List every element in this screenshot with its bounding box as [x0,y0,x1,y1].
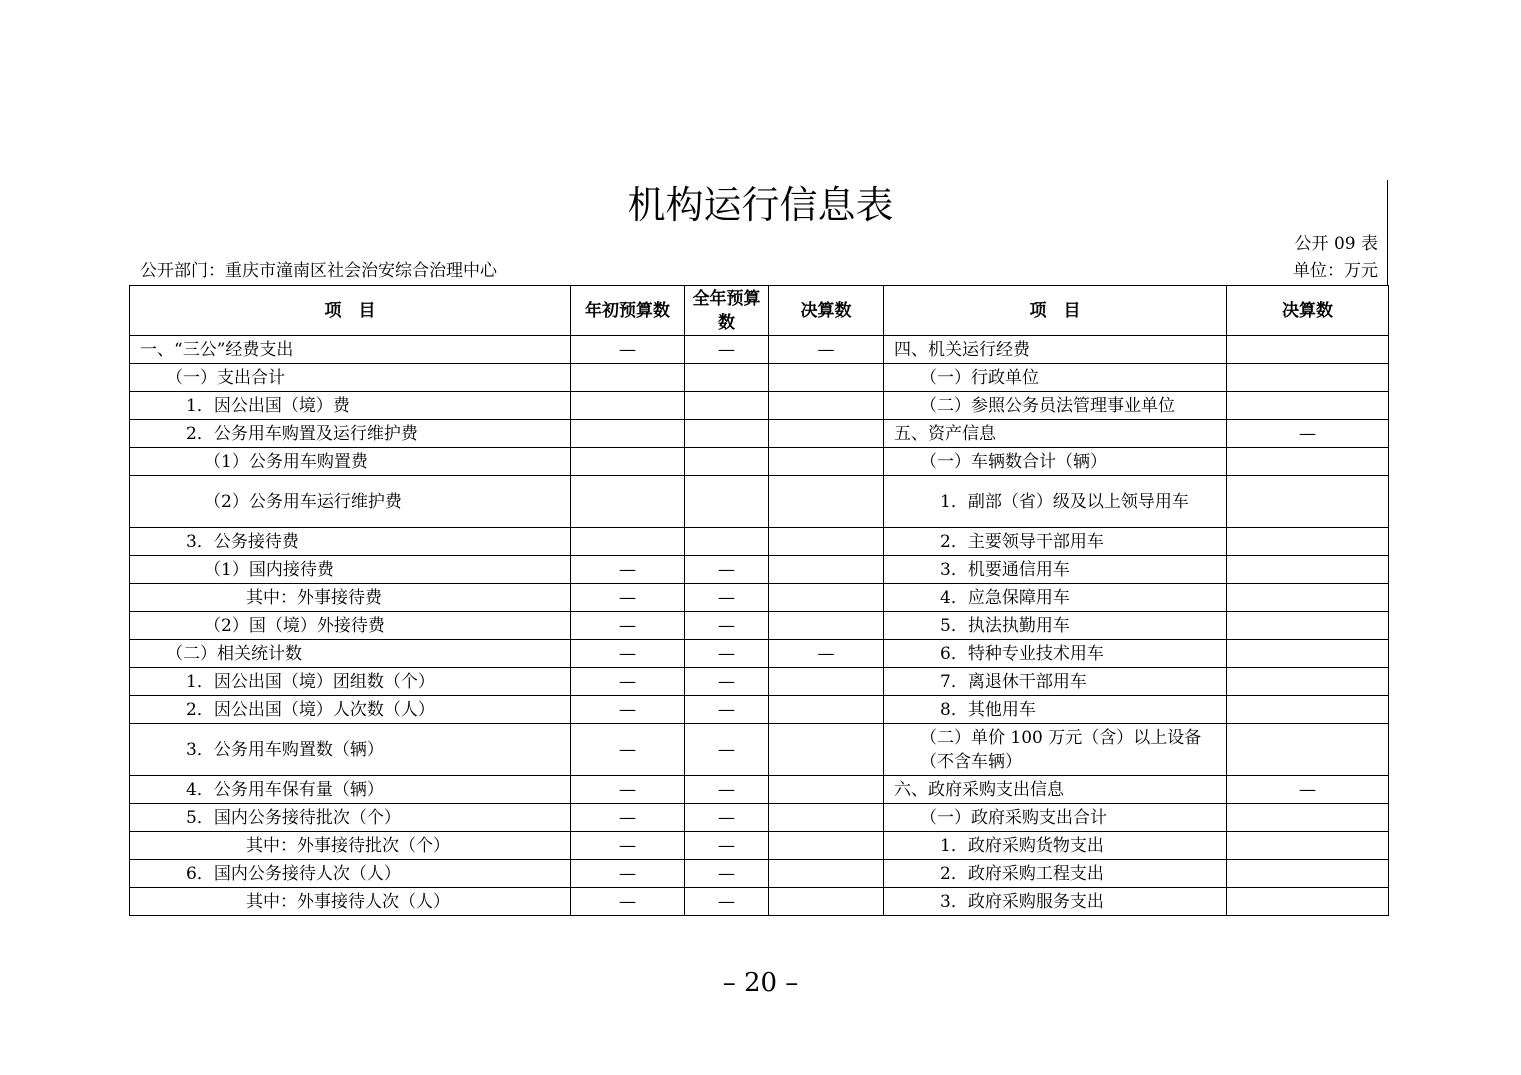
row-final-left [769,392,884,420]
row-final-left [769,420,884,448]
table-row [130,724,1389,776]
row-initial-budget [571,420,685,448]
row-initial-budget: — [571,556,685,584]
row-item-left: 1．因公出国（境）团组数（个） [130,668,571,696]
row-item-right: 8．其他用车 [884,696,1227,724]
row-item-right: 四、机关运行经费 [884,336,1227,364]
row-final-left [769,860,884,888]
row-final-right [1227,336,1389,364]
row-final-left: — [769,336,884,364]
row-item-right: 4．应急保障用车 [884,584,1227,612]
row-item-right: 1．政府采购货物支出 [884,832,1227,860]
row-item-left: （二）相关统计数 [130,640,571,668]
row-final-left [769,364,884,392]
row-initial-budget [571,448,685,476]
table-row [130,668,1389,696]
header-annual-budget: 全年预算数 [685,286,769,336]
row-item-right: 5．执法执勤用车 [884,612,1227,640]
row-item-right: （二）参照公务员法管理事业单位 [884,392,1227,420]
row-final-right [1227,612,1389,640]
row-initial-budget: — [571,776,685,804]
row-final-left [769,888,884,916]
row-initial-budget: — [571,668,685,696]
row-annual-budget: — [685,804,769,832]
row-annual-budget: — [685,832,769,860]
header-final-right: 决算数 [1227,286,1389,336]
header-final-left: 决算数 [769,286,884,336]
row-annual-budget: — [685,336,769,364]
row-final-right [1227,556,1389,584]
row-annual-budget: — [685,860,769,888]
row-item-left: 其中：外事接待批次（个） [130,832,571,860]
row-final-left [769,724,884,776]
row-final-left [769,696,884,724]
row-final-right [1227,584,1389,612]
row-annual-budget [685,448,769,476]
row-annual-budget: — [685,584,769,612]
row-final-left [769,832,884,860]
row-initial-budget: — [571,888,685,916]
row-item-right: 1．副部（省）级及以上领导用车 [884,476,1227,528]
table-row [130,888,1389,916]
page-number: – 20 – [722,968,799,998]
row-annual-budget [685,420,769,448]
row-final-left [769,612,884,640]
table-row [130,448,1389,476]
row-final-right [1227,860,1389,888]
row-final-left [769,448,884,476]
table-row [130,336,1389,364]
row-annual-budget: — [685,724,769,776]
table-row [130,476,1389,528]
row-item-right: （一）政府采购支出合计 [884,804,1227,832]
row-item-left: （2）公务用车运行维护费 [130,476,571,528]
row-final-right [1227,448,1389,476]
row-item-right: （二）单价 100 万元（含）以上设备（不含车辆） [884,724,1227,776]
row-annual-budget: — [685,556,769,584]
row-final-right [1227,476,1389,528]
row-final-right: — [1227,776,1389,804]
row-initial-budget: — [571,860,685,888]
row-item-right: 五、资产信息 [884,420,1227,448]
row-item-left: 3．公务接待费 [130,528,571,556]
table-row [130,584,1389,612]
row-annual-budget: — [685,612,769,640]
row-final-right [1227,888,1389,916]
row-initial-budget: — [571,832,685,860]
header-row [130,286,1389,336]
row-annual-budget [685,476,769,528]
row-item-left: 2．因公出国（境）人次数（人） [130,696,571,724]
row-item-left: （一）支出合计 [130,364,571,392]
margin-rule [1387,180,1388,286]
row-initial-budget: — [571,336,685,364]
row-final-right [1227,392,1389,420]
row-item-right: 7．离退休干部用车 [884,668,1227,696]
row-item-right: （一）行政单位 [884,364,1227,392]
row-item-left: （2）国（境）外接待费 [130,612,571,640]
row-final-right [1227,696,1389,724]
row-annual-budget [685,364,769,392]
row-final-left [769,528,884,556]
row-initial-budget [571,476,685,528]
row-annual-budget: — [685,696,769,724]
row-final-left [769,476,884,528]
row-annual-budget: — [685,888,769,916]
table-row [130,860,1389,888]
row-item-right: 3．机要通信用车 [884,556,1227,584]
row-final-right [1227,668,1389,696]
table-row [130,364,1389,392]
row-item-right: （一）车辆数合计（辆） [884,448,1227,476]
row-final-right [1227,724,1389,776]
row-initial-budget: — [571,804,685,832]
row-item-left: （1）国内接待费 [130,556,571,584]
header-item-right: 项 目 [884,286,1227,336]
row-item-left: 6．国内公务接待人次（人） [130,860,571,888]
table-row [130,528,1389,556]
row-annual-budget: — [685,776,769,804]
row-initial-budget: — [571,584,685,612]
row-item-left: 3．公务用车购置数（辆） [130,724,571,776]
row-item-left: 一、“三公”经费支出 [130,336,571,364]
header-item-left: 项 目 [130,286,571,336]
table-row [130,640,1389,668]
table-row [130,804,1389,832]
row-final-left [769,556,884,584]
row-initial-budget: — [571,640,685,668]
row-initial-budget: — [571,696,685,724]
row-initial-budget [571,392,685,420]
row-final-right [1227,804,1389,832]
table-row [130,832,1389,860]
row-final-right [1227,640,1389,668]
row-item-left: 其中：外事接待人次（人） [130,888,571,916]
page-title: 机构运行信息表 [627,183,894,227]
department-label: 公开部门：重庆市潼南区社会治安综合治理中心 [140,261,497,281]
table-row [130,420,1389,448]
row-final-left [769,804,884,832]
row-final-left [769,776,884,804]
row-item-left: （1）公务用车购置费 [130,448,571,476]
table-body [130,336,1389,916]
table-row [130,776,1389,804]
row-final-right: — [1227,420,1389,448]
row-annual-budget: — [685,640,769,668]
row-annual-budget [685,528,769,556]
row-initial-budget: — [571,612,685,640]
table-code: 公开 09 表 [1294,234,1378,254]
row-item-left: 2．公务用车购置及运行维护费 [130,420,571,448]
row-item-left: 1．因公出国（境）费 [130,392,571,420]
table-row [130,612,1389,640]
row-final-left: — [769,640,884,668]
row-item-right: 2．主要领导干部用车 [884,528,1227,556]
row-item-right: 2．政府采购工程支出 [884,860,1227,888]
row-item-right: 六、政府采购支出信息 [884,776,1227,804]
row-final-left [769,584,884,612]
row-initial-budget [571,528,685,556]
row-annual-budget: — [685,668,769,696]
row-final-right [1227,364,1389,392]
unit-label: 单位：万元 [1293,261,1378,281]
row-initial-budget [571,364,685,392]
row-final-right [1227,832,1389,860]
row-item-left: 4．公务用车保有量（辆） [130,776,571,804]
header-initial-budget: 年初预算数 [571,286,685,336]
row-final-right [1227,528,1389,556]
row-annual-budget [685,392,769,420]
row-item-left: 其中：外事接待费 [130,584,571,612]
row-item-right: 6．特种专业技术用车 [884,640,1227,668]
info-table [129,285,1389,916]
table-row [130,556,1389,584]
row-item-left: 5．国内公务接待批次（个） [130,804,571,832]
table-row [130,696,1389,724]
row-item-right: 3．政府采购服务支出 [884,888,1227,916]
row-initial-budget: — [571,724,685,776]
table-row [130,392,1389,420]
row-final-left [769,668,884,696]
